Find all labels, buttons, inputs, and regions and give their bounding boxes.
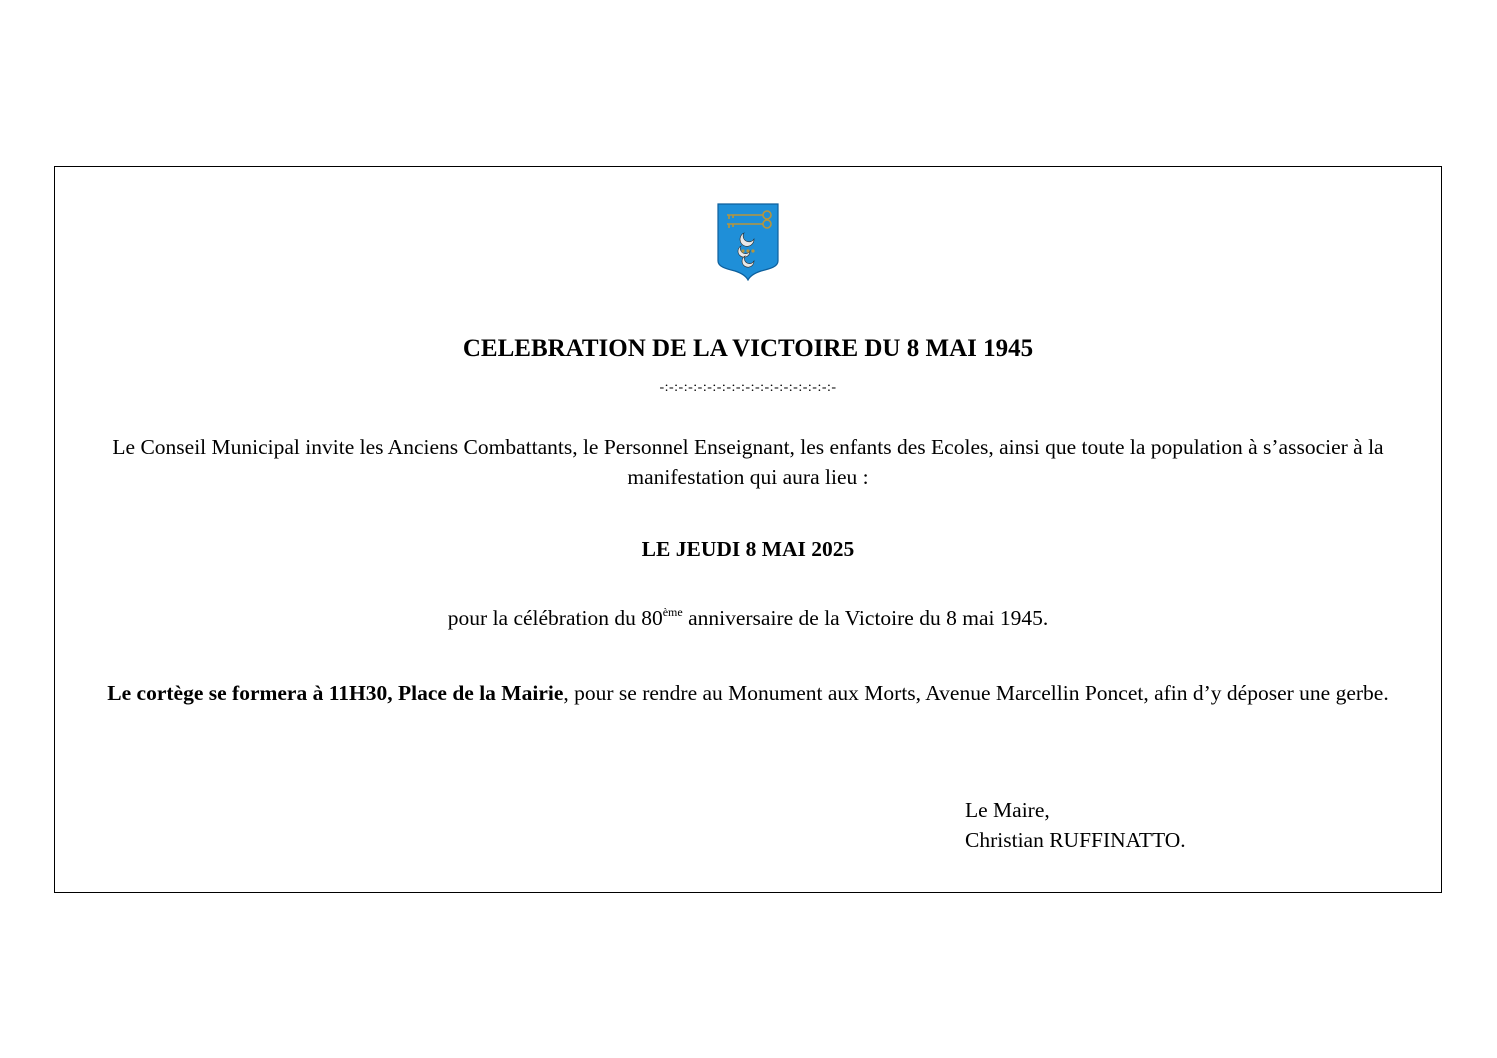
ordinal-superscript: ème	[662, 605, 683, 619]
cortege-details: , pour se rendre au Monument aux Morts, Avenue Marcellin Poncet, afin d’y déposer une gerbe.	[563, 681, 1389, 705]
event-date: LE JEUDI 8 MAI 2025	[641, 537, 855, 561]
cortege-paragraph	[76, 678, 1420, 708]
celebration-text-start: pour la célébration du 80	[447, 606, 663, 630]
cortege-time-place: Le cortège se formera à 11H30, Place de la Mairie	[107, 681, 564, 705]
decorative-separator: -:-:-:-:-:-:-:-:-:-:-:-:-:-:-:-:-:-:-	[659, 380, 837, 395]
signature-block	[965, 795, 1186, 855]
celebration-text-end: anniversaire de la Victoire du 8 mai 1945.	[682, 606, 1049, 630]
coat-of-arms-icon	[717, 203, 779, 281]
signature-role: Le Maire,	[965, 798, 1050, 822]
document-title: CELEBRATION DE LA VICTOIRE DU 8 MAI 1945	[462, 335, 1034, 362]
signature-name: Christian RUFFINATTO.	[965, 828, 1186, 852]
celebration-paragraph	[76, 603, 1420, 633]
invitation-paragraph: Le Conseil Municipal invite les Anciens Combattants, le Personnel Enseignant, les enfants des Ecoles, ainsi que toute la population à s’associer à la manifestation qui aura lieu :	[112, 435, 1384, 489]
